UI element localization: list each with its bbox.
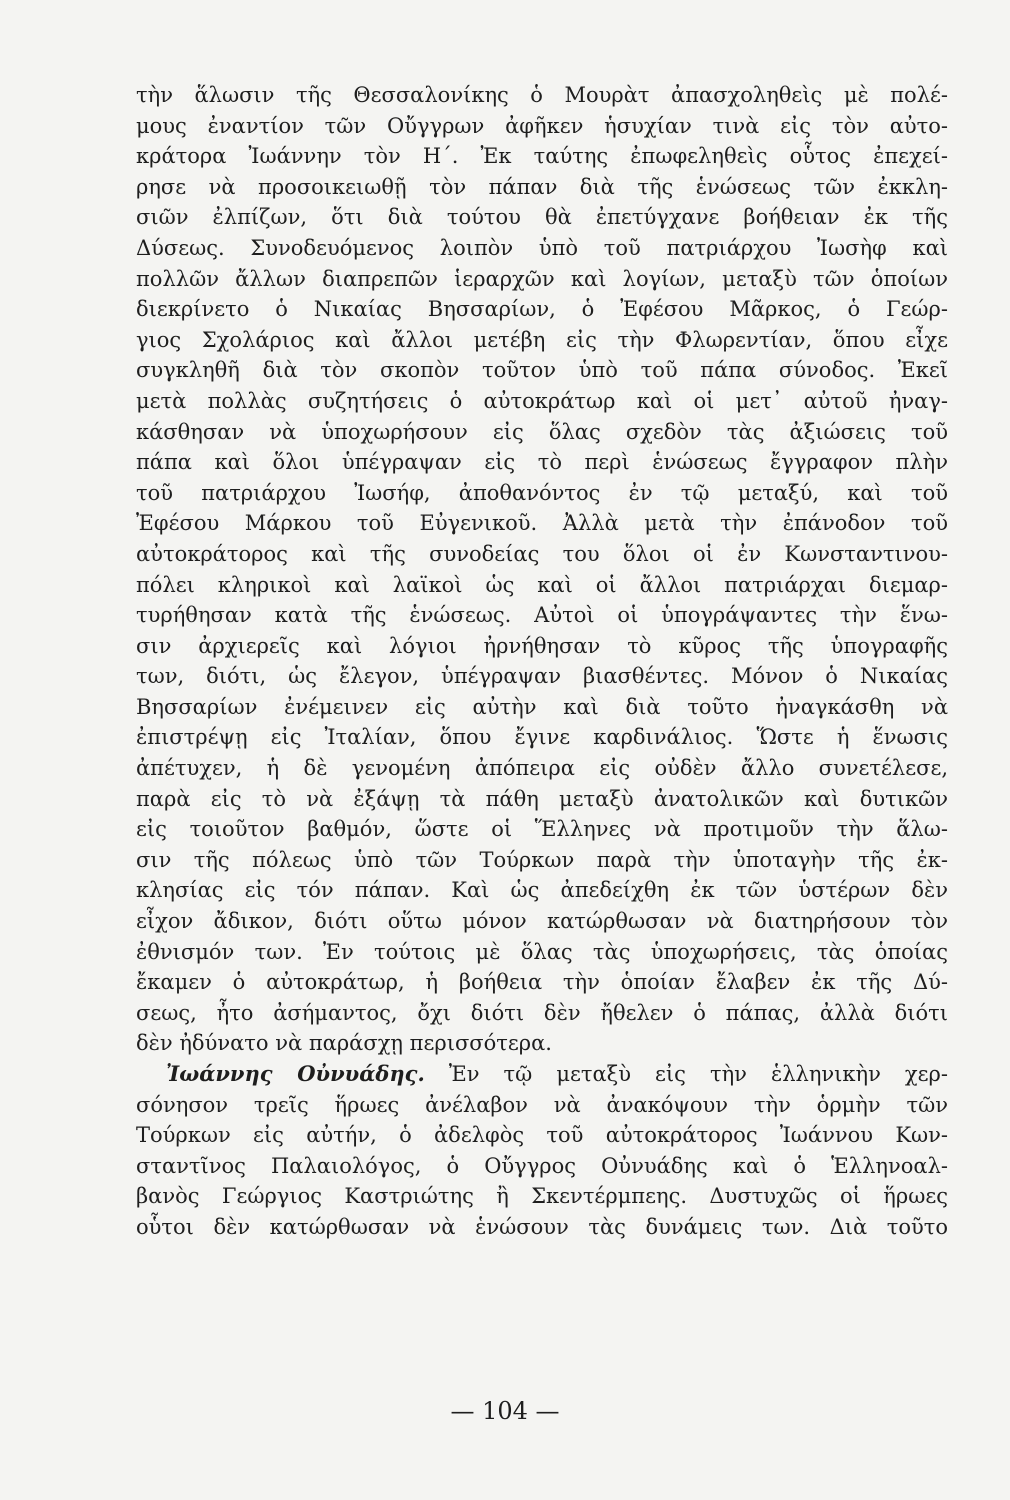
text-line: γιος Σχολάριος καὶ ἄλλοι μετέβη εἰς τὴν Φλωρεντίαν, ὅπου εἶχε xyxy=(136,327,948,352)
text-line: πόλει κληρικοὶ καὶ λαϊκοὶ ὡς καὶ οἱ ἄλλοι πατριάρχαι διεμαρ- xyxy=(136,572,948,597)
text-line: βανὸς Γεώργιος Καστριώτης ἢ Σκεντέρμπεης. Δυστυχῶς οἱ ἥρωες xyxy=(136,1184,948,1209)
text-line: ρησε νὰ προσοικειωθῇ τὸν πάπαν διὰ τῆς ἑνώσεως τῶν ἐκκλη- xyxy=(136,174,948,199)
section-heading: Ἰωάννης Οὐνυάδης. xyxy=(166,1061,425,1086)
text-line: ἐπιστρέψῃ εἰς Ἰταλίαν, ὅπου ἔγινε καρδινάλιος. Ὥστε ἡ ἕνωσις xyxy=(136,725,948,750)
text-line: των, διότι, ὡς ἔλεγον, ὑπέγραψαν βιασθέντες. Μόνον ὁ Νικαίας xyxy=(136,664,948,689)
body-text xyxy=(136,80,948,1243)
text-line: Ἐφέσου Μάρκου τοῦ Εὐγενικοῦ. Ἀλλὰ μετὰ τὴν ἐπάνοδον τοῦ xyxy=(136,511,948,536)
page-number: — 104 — xyxy=(450,1397,560,1425)
text-line: σεως, ἦτο ἀσήμαντος, ὄχι διότι δὲν ἤθελεν ὁ πάπας, ἀλλὰ διότι xyxy=(136,1000,948,1025)
text-line: τοῦ πατριάρχου Ἰωσήφ, ἀποθανόντος ἐν τῷ μεταξύ, καὶ τοῦ xyxy=(136,480,948,505)
text-line: ἐθνισμόν των. Ἐν τούτοις μὲ ὅλας τὰς ὑποχωρήσεις, τὰς ὁποίας xyxy=(136,939,948,964)
text-line: τὴν ἅλωσιν τῆς Θεσσαλονίκης ὁ Μουρὰτ ἀπασχοληθεὶς μὲ πολέ- xyxy=(136,83,948,107)
text-line: δὲν ἠδύνατο νὰ παράσχῃ περισσότερα. xyxy=(136,1031,552,1056)
section-first-line xyxy=(136,1059,948,1090)
text-line: αὐτοκράτορος καὶ τῆς συνοδείας του ὅλοι οἱ ἐν Κωνσταντινου- xyxy=(136,541,948,566)
text-line: διεκρίνετο ὁ Νικαίας Βησσαρίων, ὁ Ἐφέσου Μᾶρκος, ὁ Γεώρ- xyxy=(136,297,948,322)
text-line: σιῶν ἐλπίζων, ὅτι διὰ τούτου θὰ ἐπετύγχανε βοήθειαν ἐκ τῆς xyxy=(136,205,948,230)
text-line: Δύσεως. Συνοδευόμενος λοιπὸν ὑπὸ τοῦ πατριάρχου Ἰωσὴφ καὶ xyxy=(136,235,948,260)
text-line: σταντῖνος Παλαιολόγος, ὁ Οὔγγρος Οὐνυάδης καὶ ὁ Ἑλληνοαλ- xyxy=(136,1153,948,1178)
text-line: ἀπέτυχεν, ἡ δὲ γενομένη ἀπόπειρα εἰς οὐδὲν ἄλλο συνετέλεσε, xyxy=(136,756,948,781)
text-line: σιν ἀρχιερεῖς καὶ λόγιοι ἠρνήθησαν τὸ κῦρος τῆς ὑπογραφῆς xyxy=(136,633,948,658)
section-first-line-text: Ἐν τῷ μεταξὺ εἰς τὴν ἑλληνικὴν χερ- xyxy=(448,1062,948,1086)
text-line: ἔκαμεν ὁ αὐτοκράτωρ, ἡ βοήθεια τὴν ὁποίαν ἔλαβεν ἐκ τῆς Δύ- xyxy=(136,970,948,995)
text-line: πολλῶν ἄλλων διαπρεπῶν ἱεραρχῶν καὶ λογίων, μεταξὺ τῶν ὁποίων xyxy=(136,266,948,291)
text-line: παρὰ εἰς τὸ νὰ ἐξάψῃ τὰ πάθη μεταξὺ ἀνατολικῶν καὶ δυτικῶν xyxy=(136,786,948,811)
text-line: κλησίας εἰς τόν πάπαν. Καὶ ὡς ἀπεδείχθη ἐκ τῶν ὑστέρων δὲν xyxy=(136,878,948,903)
text-line: Τούρκων εἰς αὐτήν, ὁ ἀδελφὸς τοῦ αὐτοκράτορος Ἰωάννου Κων- xyxy=(136,1123,948,1148)
text-line: πάπα καὶ ὅλοι ὑπέγραψαν εἰς τὸ περὶ ἑνώσεως ἔγγραφον πλὴν xyxy=(136,450,948,475)
text-line: σιν τῆς πόλεως ὑπὸ τῶν Τούρκων παρὰ τὴν ὑποταγὴν τῆς ἐκ- xyxy=(136,847,948,872)
text-line: κάσθησαν νὰ ὑποχωρήσουν εἰς ὅλας σχεδὸν τὰς ἀξιώσεις τοῦ xyxy=(136,419,948,444)
text-line: τυρήθησαν κατὰ τῆς ἑνώσεως. Αὐτοὶ οἱ ὑπογράψαντες τὴν ἕνω- xyxy=(136,603,948,628)
text-line: συγκληθῆ διὰ τὸν σκοπὸν τοῦτον ὑπὸ τοῦ πάπα σύνοδος. Ἐκεῖ xyxy=(136,358,948,383)
text-line: Βησσαρίων ἐνέμεινεν εἰς αὐτὴν καὶ διὰ τοῦτο ἠναγκάσθη νὰ xyxy=(136,694,948,719)
text-line: εἰς τοιοῦτον βαθμόν, ὥστε οἱ Ἕλληνες νὰ προτιμοῦν τὴν ἅλω- xyxy=(136,817,948,842)
text-line: εἶχον ἄδικον, διότι οὕτω μόνον κατώρθωσαν νὰ διατηρήσουν τὸν xyxy=(136,909,948,934)
text-line: οὗτοι δὲν κατώρθωσαν νὰ ἑνώσουν τὰς δυνάμεις των. Διὰ τοῦτο xyxy=(136,1214,948,1239)
text-line: σόνησον τρεῖς ἥρωες ἀνέλαβον νὰ ἀνακόψουν τὴν ὁρμὴν τῶν xyxy=(136,1092,948,1117)
text-line: μετὰ πολλὰς συζητήσεις ὁ αὐτοκράτωρ καὶ οἱ μετ᾿ αὐτοῦ ἠναγ- xyxy=(136,388,948,413)
text-line: μους ἐναντίον τῶν Οὔγγρων ἀφῆκεν ἡσυχίαν τινὰ εἰς τὸν αὐτο- xyxy=(136,113,948,138)
text-line: κράτορα Ἰωάννην τὸν Η΄. Ἐκ ταύτης ἐπωφεληθεὶς οὗτος ἐπεχεί- xyxy=(136,144,948,169)
